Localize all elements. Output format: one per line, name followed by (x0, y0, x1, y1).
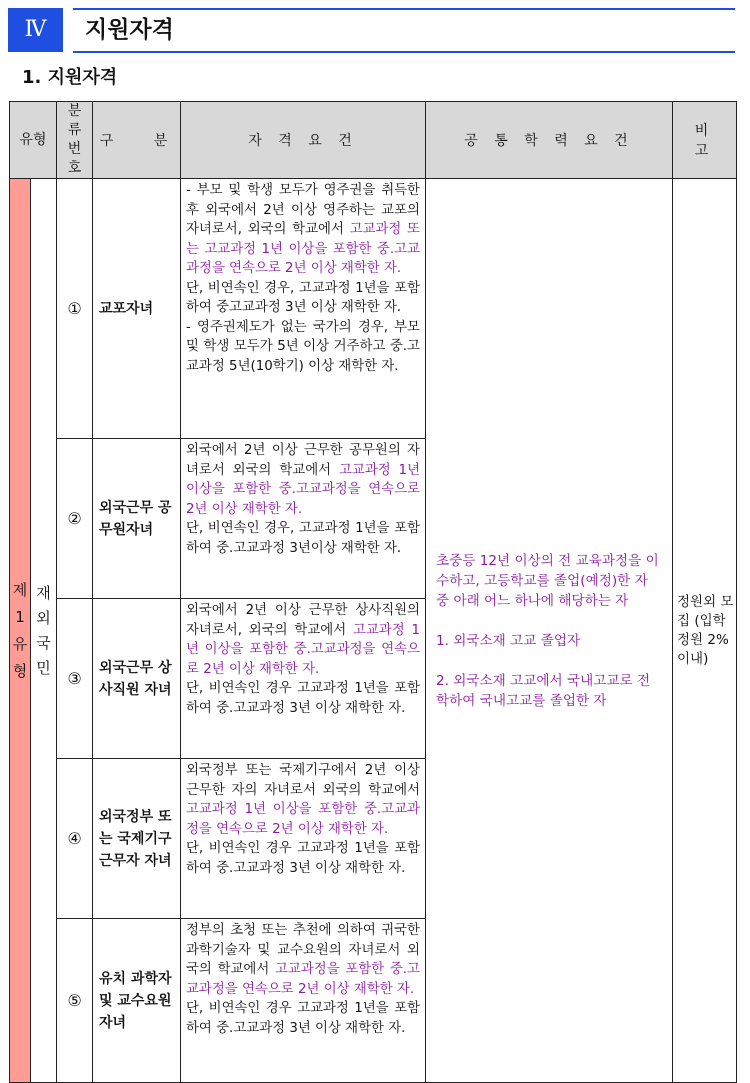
type-label: 제1유형 (12, 580, 28, 680)
requirement-cell (181, 179, 426, 439)
requirement-segment: 단, 비연속인 경우 고교과정 1년을 포함하여 중.고교과정 3년 이상 재학한 자. (186, 681, 420, 716)
division-name: 외국근무 공무원자녀 (93, 439, 181, 599)
requirement-segment: 단, 비연속인 경우, 고교과정 1년을 포함하여 중고교과정 3년 이상 재학한 자. (186, 280, 420, 315)
requirement-segment: - 영주권제도가 없는 국가의 경우, 부모 및 학생 모두가 5년 이상 거주하고 중.고교과정 5년(10학기) 이상 재학한 자. (186, 319, 420, 374)
requirement-text (181, 179, 425, 376)
subsection-title: 1. 지원자격 (22, 67, 118, 88)
class-number: ④ (57, 759, 93, 919)
requirement-text (181, 439, 425, 558)
requirement-text (181, 759, 425, 878)
header-note: 비 고 (673, 102, 737, 179)
requirement-text (181, 599, 425, 718)
common-requirement-line (436, 651, 662, 671)
requirement-segment: 외국정부 또는 국제기구에서 2년 이상 근무한 자의 자녀로서 외국의 학교에서 (186, 763, 420, 798)
requirement-highlight: 고교과정을 포함한 중.고교과정을 연속으로 2년 이상 재학한 자. (186, 962, 420, 997)
header-class-no-label: 분류번호 (67, 103, 82, 176)
requirement-segment: 단, 비연속인 경우 고교과정 1년을 포함하여 중.고교과정 3년 이상 재학한 자. (186, 841, 420, 876)
table-header-row (10, 102, 737, 179)
class-number: ③ (57, 599, 93, 759)
header-type (10, 102, 57, 179)
section-header (8, 8, 735, 52)
note-cell: 정원외 모집 (입학정원 2%이내) (673, 179, 737, 1083)
common-requirement-line: 1. 외국소재 고교 졸업자 (436, 632, 581, 649)
type-cell (10, 179, 31, 1083)
class-number: ② (57, 439, 93, 599)
common-requirement-line: 2. 외국소재 고교에서 국내고교로 전학하여 국내고교를 졸업한 자 (436, 672, 651, 709)
requirement-segment: 단, 비연속인 경우, 고교과정 1년을 포함하여 중.고교과정 3년이상 재학한 자. (186, 521, 420, 556)
header-common: 공 통 학 력 요 건 (426, 102, 673, 179)
section-number-badge: Ⅳ (8, 8, 63, 52)
requirement-segment: 정부의 초청 또는 추천에 의하여 귀국한 과학기술자 및 교수요원의 자녀로서 외국의 학교에서 (186, 923, 420, 977)
requirement-segment: - 부모 및 학생 모두가 영주권을 취득한 후 외국에서 2년 이상 영주하는 교포의 자녀로서, 외국의 학교에서 (186, 183, 420, 237)
subtype-label: 재외국민 (36, 583, 51, 677)
header-type-label: 유형 (19, 131, 47, 148)
class-number: ① (57, 179, 93, 439)
eligibility-table (9, 101, 737, 1083)
header-class-no (57, 102, 93, 179)
requirement-segment: 단, 비연속인 경우 고교과정 1년을 포함하여 중.고교과정 3년 이상 재학한 자. (186, 1001, 420, 1036)
requirement-cell (181, 439, 426, 599)
common-requirement-cell (426, 179, 673, 1083)
division-name: 외국정부 또는 국제기구 근무자 자녀 (93, 759, 181, 919)
class-number: ⑤ (57, 919, 93, 1083)
requirement-text (181, 919, 425, 1038)
common-requirement-line: 초중등 12년 이상의 전 교육과정을 이수하고, 고등학교를 졸업(예정)한 자 중 아래 어느 하나에 해당하는 자 (436, 552, 659, 609)
requirement-segment: 외국에서 2년 이상 근무한 상사직원의 자녀로서, 외국의 학교에서 (186, 603, 420, 638)
requirement-cell (181, 919, 426, 1083)
requirement-segment: 외국에서 2년 이상 근무한 공무원의 자녀로서 외국의 학교에서 (186, 443, 420, 478)
header-requirements: 자 격 요 건 (181, 102, 426, 179)
requirement-cell (181, 599, 426, 759)
division-name: 외국근무 상사직원 자녀 (93, 599, 181, 759)
requirement-highlight: 고교과정 1년 이상을 포함한 중.고교과정을 연속으로 2년 이상 재학한 자. (186, 622, 420, 677)
requirement-highlight: 고교과정 1년 이상을 포함한 중.고교과정을 연속으로 2년 이상 재학한 자. (186, 462, 421, 517)
division-name: 교포자녀 (93, 179, 181, 439)
section-title: 지원자격 (73, 8, 735, 53)
table-row (10, 179, 737, 439)
division-name: 유치 과학자 및 교수요원 자녀 (93, 919, 181, 1083)
requirement-cell (181, 759, 426, 919)
requirement-highlight: 고교과정 또는 고교과정 1년 이상을 포함한 중.고교과정을 연속으로 2년 이상 재학한 자. (186, 222, 420, 276)
requirement-highlight: 고교과정 1년 이상을 포함한 중.고교과정을 연속으로 2년 이상 재학한 자. (186, 802, 420, 837)
common-requirement-line (436, 611, 662, 631)
subtype-cell (31, 179, 57, 1083)
header-division: 구 분 (93, 102, 181, 179)
